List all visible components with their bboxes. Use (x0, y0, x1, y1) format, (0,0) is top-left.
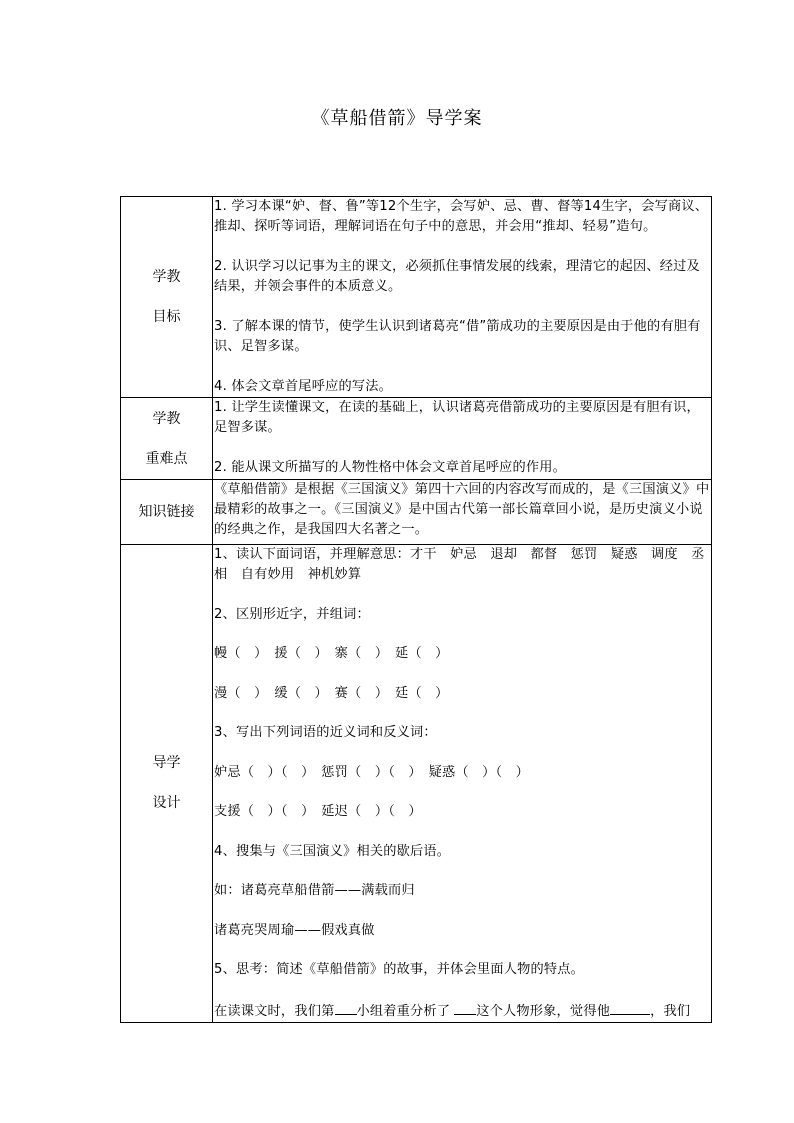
blank-underline[interactable] (335, 1000, 357, 1015)
spacer (214, 664, 710, 684)
row-label-knowledge: 知识链接 (121, 480, 213, 545)
fill-text: ，我们 (650, 1003, 691, 1019)
spacer (214, 941, 710, 961)
knowledge-content (213, 480, 712, 545)
keypoint-item: 2. 能从课文所描写的人物性格中体会文章首尾呼应的作用。 (214, 460, 567, 475)
row-label-keypoints (121, 398, 213, 480)
spacer (214, 901, 710, 921)
keypoint-item: 1. 让学生读懂课文，在读的基础上，认识诸葛亮借箭成功的主要原因是有胆有识，足智多谋。 (214, 400, 700, 435)
question-4-example: 诸葛亮哭周瑜——假戏真做 (214, 922, 375, 938)
spacer (214, 297, 710, 317)
question-2-line: 幔（ ） 援（ ） 寨（ ） 延（ ） (214, 646, 449, 661)
goal-item: 1. 学习本课“妒、督、鲁”等12个生字，会写妒、忌、曹、督等14生字，会写商议、推却、探听等词语，理解词语在句子中的意思，并会用“推却、轻易”造句。 (214, 199, 709, 234)
spacer (214, 625, 710, 645)
table-row-goals (121, 197, 712, 398)
goal-item: 4. 体会文章首尾呼应的写法。 (214, 379, 393, 394)
question-4: 4、搜集与《三国演义》相关的歇后语。 (214, 843, 451, 859)
goal-item: 3. 了解本课的情节，使学生认识到诸葛亮“借”箭成功的主要原因是由于他的有胆有识、足智多谋。 (214, 319, 701, 354)
keypoints-content (213, 398, 712, 480)
question-2: 2、区别形近字，并组词： (214, 606, 370, 622)
question-4-example: 如：诸葛亮草船借箭——满载而归 (214, 883, 415, 898)
goals-content (213, 197, 712, 398)
label-line: 导学 (152, 755, 181, 772)
spacer (214, 438, 710, 458)
knowledge-text: 《草船借箭》是根据《三国演义》第四十六回的内容改写而成的，是《三国演义》中最精彩的故事之一。《三国演义》是中国古代第一部长篇章回小说，是历史演义小说的经典之作，是我国四大名著之一。 (214, 482, 710, 537)
label-line: 设计 (152, 795, 181, 812)
fill-text: 小组着重分析了 (356, 1003, 451, 1019)
spacer (214, 980, 710, 1000)
spacer (214, 585, 710, 605)
guide-table (120, 196, 712, 1023)
spacer (214, 822, 710, 842)
design-content (213, 545, 712, 1023)
spacer (214, 357, 710, 377)
page-title: 《草船借箭》导学案 (311, 108, 483, 129)
row-label-goals (121, 197, 213, 398)
spacer (214, 743, 710, 763)
label-line: 学教 (152, 269, 181, 285)
label-line: 重难点 (145, 450, 188, 467)
goal-item: 2. 认识学习以记事为主的课文，必须抓住事情发展的线索，理清它的起因、经过及结果，并领会事件的本质意义。 (214, 259, 700, 294)
spacer (214, 783, 710, 803)
question-5: 5、思考：简述《草船借箭》的故事，并体会里面人物的特点。 (214, 962, 585, 977)
question-5-fill-line (214, 1000, 710, 1022)
question-2-line: 漫（ ） 缓（ ） 赛（ ） 廷（ ） (214, 685, 449, 701)
fill-text: 在读课文时，我们第 (214, 1003, 335, 1019)
spacer (214, 862, 710, 882)
question-3: 3、写出下列词语的近义词和反义词： (214, 725, 437, 740)
blank-underline[interactable] (454, 1000, 476, 1015)
spacer (214, 704, 710, 724)
label-line: 学教 (152, 410, 181, 427)
label-line: 目标 (152, 309, 181, 325)
fill-text: 这个人物形象，觉得他 (476, 1003, 611, 1019)
row-label-design (121, 545, 213, 1023)
question-3-line: 支援（ ）（ ） 延迟（ ）（ ） (214, 804, 422, 819)
question-3-line: 妒忌（ ）（ ） 惩罚（ ）（ ） 疑惑（ ）（ ） (214, 764, 530, 780)
table-row-knowledge (121, 480, 712, 545)
question-1: 1、读认下面词语，并理解意思：才干 妒忌 退却 都督 惩罚 疑惑 调度 丞相 自有妙用 神机妙算 (214, 547, 705, 582)
table-row-keypoints (121, 398, 712, 480)
table-row-design (121, 545, 712, 1023)
spacer (214, 237, 710, 257)
blank-underline[interactable] (610, 1000, 650, 1015)
